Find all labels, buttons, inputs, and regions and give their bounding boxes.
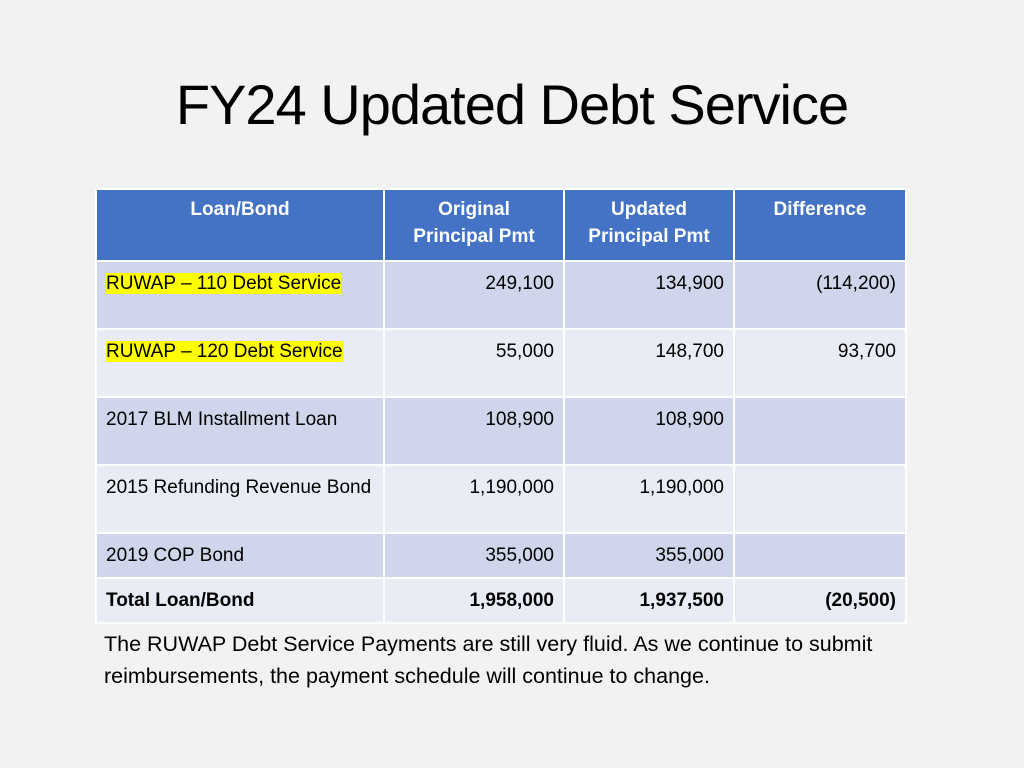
loan-name-cell [96,261,384,329]
header-original-principal: Original Principal Pmt [384,189,564,261]
original-cell: 249,100 [384,261,564,329]
updated-cell: 148,700 [564,329,734,397]
difference-cell: 93,700 [734,329,906,397]
loan-name-cell: 2019 COP Bond [96,533,384,578]
table-header-row [96,189,906,261]
difference-cell [734,533,906,578]
difference-cell [734,465,906,533]
table-row [96,533,906,578]
original-cell: 1,190,000 [384,465,564,533]
updated-cell: 108,900 [564,397,734,465]
loan-name-cell: 2017 BLM Installment Loan [96,397,384,465]
header-difference: Difference [734,189,906,261]
difference-cell [734,397,906,465]
total-row [96,578,906,623]
highlighted-loan-name: RUWAP – 120 Debt Service [106,341,343,362]
debt-service-table [95,188,907,624]
updated-cell: 134,900 [564,261,734,329]
updated-cell: 355,000 [564,533,734,578]
table-row [96,465,906,533]
total-updated-cell: 1,937,500 [564,578,734,623]
updated-cell: 1,190,000 [564,465,734,533]
total-difference-cell: (20,500) [734,578,906,623]
highlighted-loan-name: RUWAP – 110 Debt Service [106,273,342,294]
table-row [96,261,906,329]
loan-name-cell: 2015 Refunding Revenue Bond [96,465,384,533]
table-row [96,397,906,465]
total-label-cell: Total Loan/Bond [96,578,384,623]
original-cell: 355,000 [384,533,564,578]
slide-title: FY24 Updated Debt Service [175,73,849,136]
original-cell: 108,900 [384,397,564,465]
header-updated-principal: Updated Principal Pmt [564,189,734,261]
loan-name-cell [96,329,384,397]
difference-cell: (114,200) [734,261,906,329]
table-row [96,329,906,397]
total-original-cell: 1,958,000 [384,578,564,623]
header-loan-bond: Loan/Bond [96,189,384,261]
original-cell: 55,000 [384,329,564,397]
footnote-text: The RUWAP Debt Service Payments are still very fluid. As we continue to submit reimbursements, the payment schedule will continue to change. [104,632,873,688]
